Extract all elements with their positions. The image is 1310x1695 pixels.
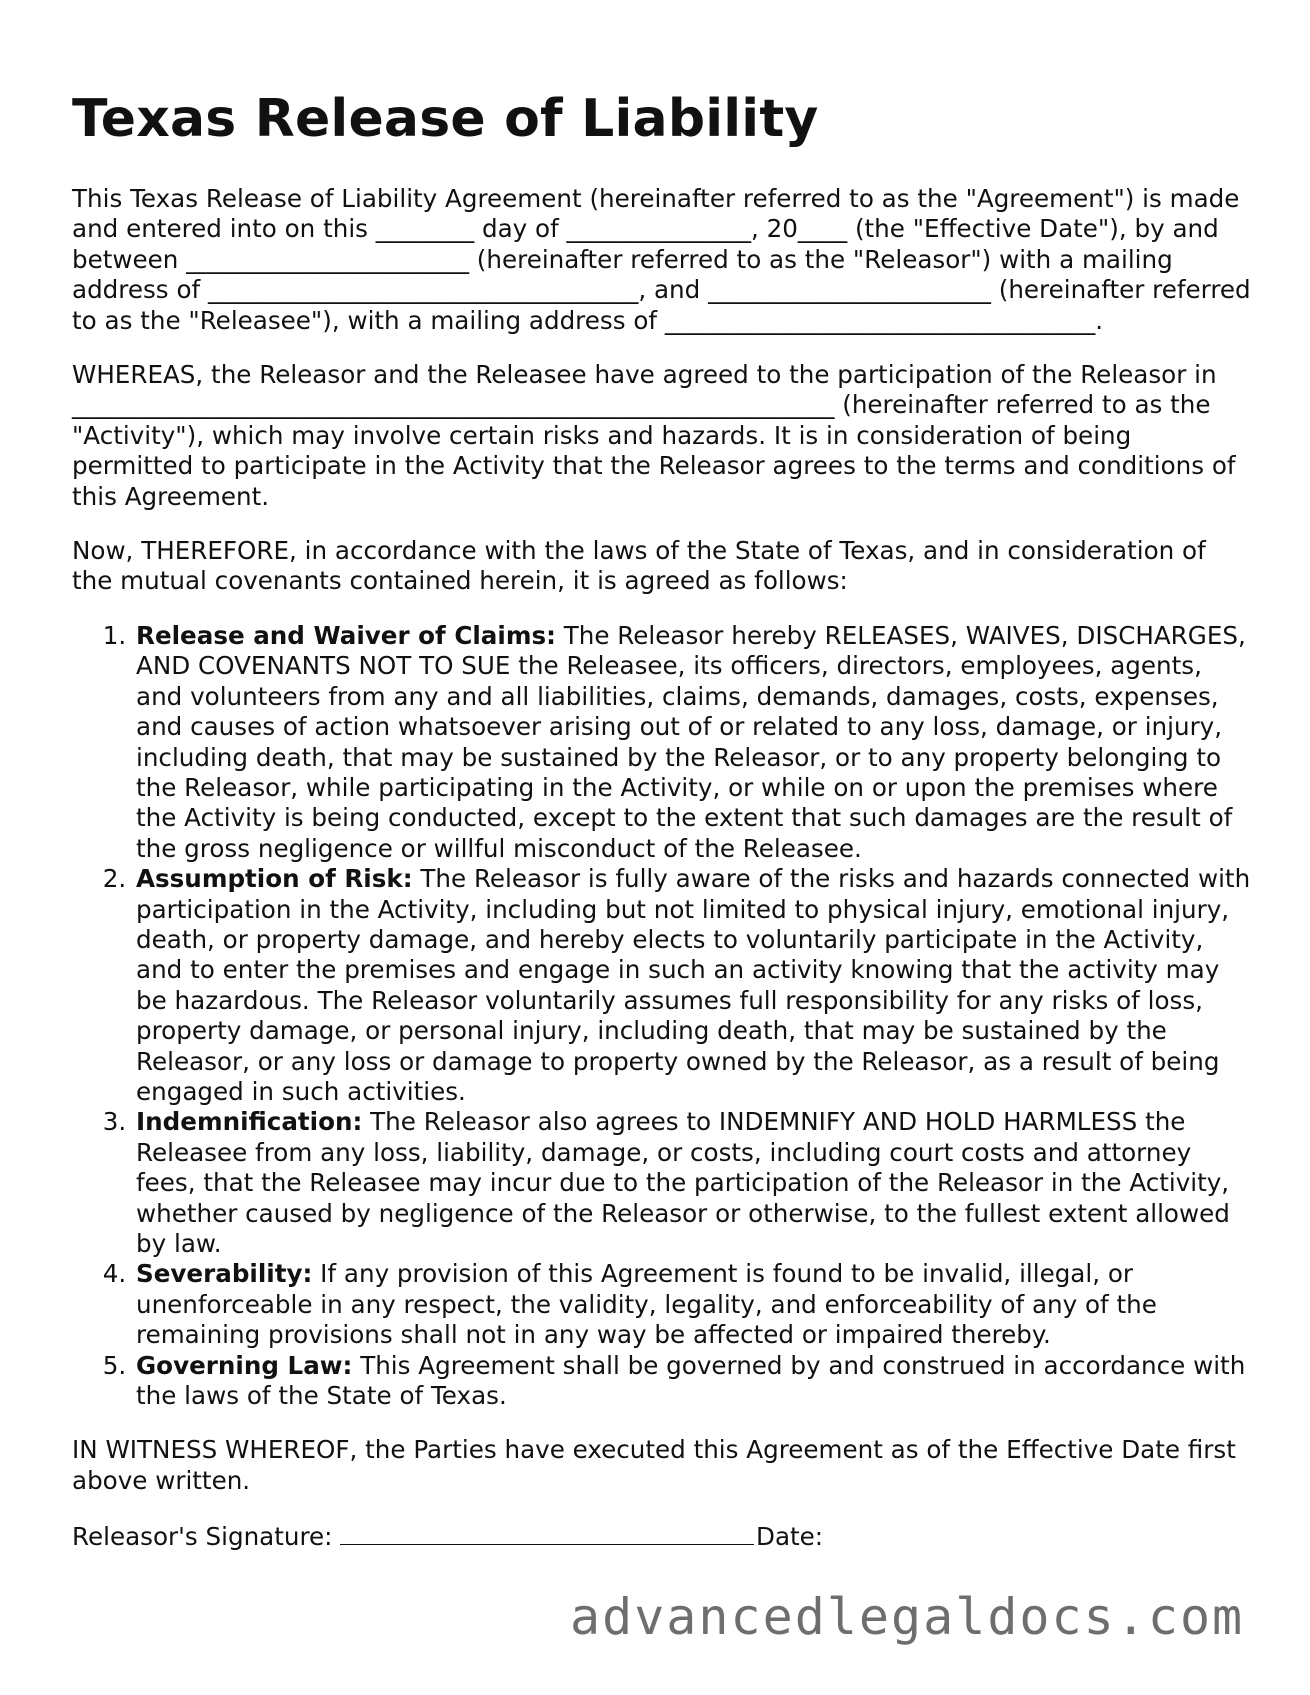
signature-label: Releasor's Signature: xyxy=(72,1522,333,1552)
clause-heading: Indemnification: xyxy=(136,1107,363,1137)
clause-list xyxy=(72,621,1252,1412)
signature-row xyxy=(72,1522,1252,1552)
clause-text: This Agreement shall be governed by and construed in accordance with the laws of the State of Texas. xyxy=(136,1350,1246,1411)
document-title: Texas Release of Liability xyxy=(72,89,819,149)
clause-heading: Governing Law: xyxy=(136,1350,353,1380)
clause-heading: Release and Waiver of Claims: xyxy=(136,620,556,650)
clause-heading: Severability: xyxy=(136,1259,313,1289)
date-label: Date: xyxy=(756,1522,824,1552)
signature-field[interactable] xyxy=(340,1522,754,1545)
clause-text: If any provision of this Agreement is found to be invalid, illegal, or unenforceable in any respect, the validity, legality, and enforceability of any of the remaining provisions shall not in any way be affected or impaired thereby. xyxy=(136,1259,1157,1350)
clause-text: The Releasor hereby RELEASES, WAIVES, DISCHARGES, AND COVENANTS NOT TO SUE the Releasee, its officers, directors, employees, agents, and volunteers from any and all liabilities, claims, demands, damages, costs, expenses, and causes of action whatsoever arising out of or related to any loss, damage, or injury, including death, that may be sustained by the Releasor, or to any property belonging to the Releasor, while participating in the Activity, or while on or upon the premises where the Activity is being conducted, except to the extent that such damages are the result of the gross negligence or willful misconduct of the Releasee. xyxy=(136,620,1246,863)
clause-heading: Assumption of Risk: xyxy=(136,864,413,894)
clause-text: The Releasor is fully aware of the risks and hazards connected with participation in the Activity, including but not limited to physical injury, emotional injury, death, or property damage, and hereby elects to voluntarily participate in the Activity, and to enter the premises and engage in such an activity knowing that the activity may be hazardous. The Releasor voluntarily assumes full responsibility for any risks of loss, property damage, or personal injury, including death, that may be sustained by the Releasor, or any loss or damage to property owned by the Releasor, as a result of being engaged in such activities. xyxy=(136,864,1251,1106)
whereas-paragraph: WHEREAS, the Releasor and the Releasee have agreed to the participation of the Releasor in ______________________________________________________________ (hereinafter referred to as the "Activity"), which may involve certain risks and hazards. It is in consideration of being permitted to participate in the Activity that the Releasor agrees to the terms and conditions of this Agreement. xyxy=(72,360,1236,511)
intro-paragraph: This Texas Release of Liability Agreement (hereinafter referred to as the "Agreement") is made and entered into on this ________ day of _______________, 20____ (the "Effective Date"), by and between _______________________ (hereinafter referred to as the "Releasor") with a mailing address of ___________________________________, and _______________________ (hereinafter referred to as the "Releasee"), with a mailing address of ___________________________________. xyxy=(72,184,1251,335)
witness-paragraph: IN WITNESS WHEREOF, the Parties have executed this Agreement as of the Effective Date first above written. xyxy=(72,1435,1236,1495)
document-page xyxy=(72,88,1252,1553)
watermark: advancedlegaldocs.com xyxy=(570,1588,1245,1646)
clause-text: The Releasor also agrees to INDEMNIFY AND HOLD HARMLESS the Releasee from any loss, liability, damage, or costs, including court costs and attorney fees, that the Releasee may incur due to the participation of the Releasor in the Activity, whether caused by negligence of the Releasor or otherwise, to the fullest extent allowed by law. xyxy=(136,1107,1230,1258)
clause-item xyxy=(134,1351,1252,1412)
therefore-paragraph: Now, THEREFORE, in accordance with the laws of the State of Texas, and in consideration of the mutual covenants contained herein, it is agreed as follows: xyxy=(72,536,1206,596)
clause-item xyxy=(134,864,1252,1107)
clause-item xyxy=(134,1259,1252,1350)
clause-item xyxy=(134,1107,1252,1259)
clause-item xyxy=(134,621,1252,864)
